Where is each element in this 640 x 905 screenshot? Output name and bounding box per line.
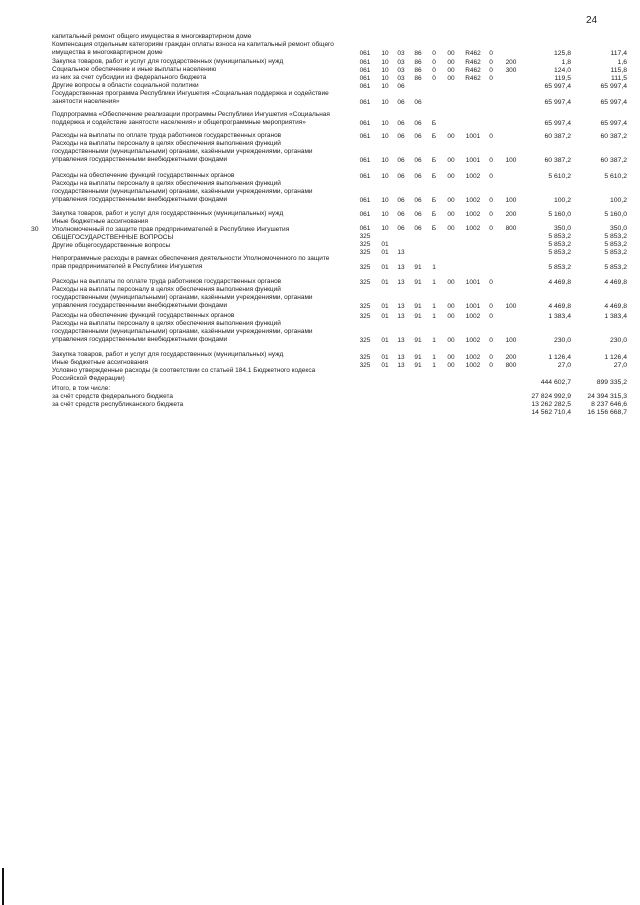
amount-column-2: 230,0 <box>609 337 627 344</box>
row-description-line: Расходы на выплаты по оплате труда работников государственных органов <box>52 132 282 139</box>
row-description-line: Расходы на выплаты персоналу в целях обеспечения выполнения функций <box>52 140 281 147</box>
code-main-event: 00 <box>447 157 455 164</box>
row-description-line: Расходы на выплаты персоналу в целях обеспечения выполнения функций <box>52 286 281 293</box>
code-program: 91 <box>414 362 422 369</box>
amount-column-2: 5 853,2 <box>604 241 627 248</box>
amount-column-1: 65 997,4 <box>544 120 571 127</box>
code-expense-type: 100 <box>505 337 517 344</box>
row-description-line: ОБЩЕГОСУДАРСТВЕННЫЕ ВОПРОСЫ <box>52 234 174 241</box>
amount-column-1: 1 126,4 <box>548 354 571 361</box>
code-main-event: 00 <box>447 303 455 310</box>
code-subprogram: Б <box>431 173 437 180</box>
code-program: 06 <box>414 211 422 218</box>
row-description-line: Условно утвержденные расходы (в соответствии со статьей 184.1 Бюджетного кодекса <box>52 367 316 374</box>
code-subprogram: Б <box>431 225 437 232</box>
code-main-event: 00 <box>447 354 455 361</box>
code-main-event: 00 <box>447 75 455 82</box>
code-main-event: 00 <box>447 362 455 369</box>
code-subsection: 06 <box>397 99 405 106</box>
code-subdirection: 0 <box>489 337 493 344</box>
code-program: 06 <box>414 173 422 180</box>
code-department: 061 <box>359 197 371 204</box>
code-program: 86 <box>414 59 422 66</box>
amount-column-2: 5 160,0 <box>604 211 627 218</box>
row-description-line: Расходы на выплаты персоналу в целях обеспечения выполнения функций <box>52 320 281 327</box>
code-department: 061 <box>359 50 371 57</box>
code-subprogram: 1 <box>432 303 436 310</box>
row-description-line: государственными (муниципальными) органами, казёнными учреждениями, органами <box>52 148 313 155</box>
code-subsection: 06 <box>397 157 405 164</box>
code-department: 061 <box>359 99 371 106</box>
row-description-line: Закупка товаров, работ и услуг для государственных (муниципальных) нужд <box>52 210 284 217</box>
row-description-line: государственными (муниципальными) органами, казёнными учреждениями, органами <box>52 294 313 301</box>
code-subdirection: 0 <box>489 157 493 164</box>
code-subprogram: 1 <box>432 279 436 286</box>
code-expense-type: 100 <box>505 303 517 310</box>
code-subdirection: 0 <box>489 133 493 140</box>
amount-column-1: 4 469,8 <box>548 279 571 286</box>
amount-column-1: 125,8 <box>553 50 571 57</box>
amount-column-2: 5 853,2 <box>604 233 627 240</box>
code-section: 10 <box>381 75 389 82</box>
amount-column-2: 100,2 <box>609 197 627 204</box>
code-subsection: 06 <box>397 225 405 232</box>
row-description-line: Иные бюджетные ассигнования <box>52 359 149 366</box>
code-main-event: 00 <box>447 67 455 74</box>
row-description-line: занятости населения» <box>52 98 120 105</box>
code-section: 01 <box>381 313 389 320</box>
code-department: 061 <box>359 173 371 180</box>
code-expense-type: 100 <box>505 197 517 204</box>
code-section: 10 <box>381 50 389 57</box>
row-description-line: Расходы на выплаты персоналу в целях обеспечения выполнения функций <box>52 180 281 187</box>
amount-column-2: 16 156 668,7 <box>587 409 627 416</box>
code-section: 10 <box>381 211 389 218</box>
code-direction: 1001 <box>465 279 481 286</box>
code-subsection: 13 <box>397 264 405 271</box>
code-main-event: 00 <box>447 337 455 344</box>
code-subsection: 13 <box>397 337 405 344</box>
code-direction: 1002 <box>465 354 481 361</box>
code-main-event: 00 <box>447 133 455 140</box>
code-section: 10 <box>381 173 389 180</box>
code-department: 325 <box>359 303 371 310</box>
row-description-line: Государственная программа Республики Ингушетия «Социальная поддержка и содействие <box>52 90 329 97</box>
code-department: 061 <box>359 133 371 140</box>
amount-column-1: 5 853,2 <box>548 264 571 271</box>
row-description-line: Итого, в том числе: <box>52 385 111 392</box>
code-department: 325 <box>359 279 371 286</box>
code-main-event: 00 <box>447 50 455 57</box>
code-subdirection: 0 <box>489 173 493 180</box>
amount-column-2: 65 997,4 <box>600 83 627 90</box>
code-department: 061 <box>359 211 371 218</box>
code-department: 061 <box>359 83 371 90</box>
row-description-line: Другие общегосударственные вопросы <box>52 242 171 249</box>
margin-row-number: 30 <box>31 226 39 233</box>
row-description-line: Уполномоченный по защите прав предпринимателей в Республике Ингушетия <box>52 226 290 233</box>
row-description-line: Другие вопросы в области социальной политики <box>52 82 199 89</box>
amount-column-1: 4 469,8 <box>548 303 571 310</box>
amount-column-2: 8 237 646,6 <box>591 401 627 408</box>
row-description-line: управления государственными внебюджетными фондами <box>52 196 228 203</box>
amount-column-2: 24 394 315,3 <box>587 393 627 400</box>
code-program: 06 <box>414 99 422 106</box>
amount-column-1: 14 562 710,4 <box>531 409 571 416</box>
code-direction: R462 <box>465 67 481 74</box>
code-program: 91 <box>414 313 422 320</box>
amount-column-2: 1 126,4 <box>604 354 627 361</box>
code-subprogram: 1 <box>432 337 436 344</box>
row-description-line: Закупка товаров, работ и услуг для государственных (муниципальных) нужд <box>52 58 284 65</box>
code-direction: 1002 <box>465 337 481 344</box>
code-program: 91 <box>414 337 422 344</box>
code-section: 10 <box>381 83 389 90</box>
code-subsection: 06 <box>397 197 405 204</box>
amount-column-1: 230,0 <box>553 337 571 344</box>
code-main-event: 00 <box>447 313 455 320</box>
amount-column-1: 60 387,2 <box>544 157 571 164</box>
code-expense-type: 100 <box>505 157 517 164</box>
code-direction: 1002 <box>465 197 481 204</box>
code-expense-type: 200 <box>505 59 517 66</box>
code-expense-type: 800 <box>505 362 517 369</box>
amount-column-2: 5 610,2 <box>604 173 627 180</box>
code-program: 91 <box>414 303 422 310</box>
amount-column-1: 350,0 <box>553 225 571 232</box>
amount-column-1: 5 853,2 <box>548 249 571 256</box>
code-subprogram: 0 <box>432 67 436 74</box>
code-direction: 1002 <box>465 313 481 320</box>
amount-column-1: 27,0 <box>557 362 571 369</box>
amount-column-1: 100,2 <box>553 197 571 204</box>
row-description-line: из них за счет субсидии из федерального бюджета <box>52 74 207 81</box>
code-direction: R462 <box>465 59 481 66</box>
code-main-event: 00 <box>447 279 455 286</box>
code-direction: 1002 <box>465 211 481 218</box>
code-section: 01 <box>381 249 389 256</box>
code-program: 06 <box>414 197 422 204</box>
code-direction: R462 <box>465 75 481 82</box>
code-subdirection: 0 <box>489 75 493 82</box>
amount-column-2: 350,0 <box>609 225 627 232</box>
row-description-line: Компенсация отдельным категориям граждан оплаты взноса на капитальный ремонт общего <box>52 41 334 48</box>
code-subsection: 03 <box>397 67 405 74</box>
amount-column-2: 5 853,2 <box>604 249 627 256</box>
amount-column-1: 5 160,0 <box>548 211 571 218</box>
code-section: 01 <box>381 279 389 286</box>
row-description-line: управления государственными внебюджетными фондами <box>52 336 228 343</box>
code-subdirection: 0 <box>489 313 493 320</box>
code-department: 061 <box>359 225 371 232</box>
amount-column-1: 65 997,4 <box>544 99 571 106</box>
amount-column-2: 1 383,4 <box>604 313 627 320</box>
code-main-event: 00 <box>447 225 455 232</box>
amount-column-1: 27 824 992,9 <box>531 393 571 400</box>
code-subsection: 06 <box>397 133 405 140</box>
code-department: 325 <box>359 313 371 320</box>
amount-column-1: 1 383,4 <box>548 313 571 320</box>
code-subsection: 06 <box>397 211 405 218</box>
amount-column-2: 4 469,8 <box>604 279 627 286</box>
code-section: 01 <box>381 264 389 271</box>
code-direction: 1001 <box>465 157 481 164</box>
code-direction: 1002 <box>465 225 481 232</box>
code-program: 06 <box>414 157 422 164</box>
code-department: 325 <box>359 249 371 256</box>
code-program: 91 <box>414 279 422 286</box>
code-direction: R462 <box>465 50 481 57</box>
amount-column-2: 60 387,2 <box>600 133 627 140</box>
code-department: 061 <box>359 120 371 127</box>
code-subdirection: 0 <box>489 59 493 66</box>
row-description-line: Непрограммные расходы в рамках обеспечения деятельности Уполномоченного по защите <box>52 255 330 262</box>
code-subdirection: 0 <box>489 211 493 218</box>
amount-column-1: 1,8 <box>561 59 571 66</box>
row-description-line: за счёт средств республиканского бюджета <box>52 401 184 408</box>
page-number: 24 <box>586 15 598 26</box>
code-program: 91 <box>414 354 422 361</box>
code-subprogram: 1 <box>432 354 436 361</box>
code-section: 01 <box>381 362 389 369</box>
code-department: 325 <box>359 241 371 248</box>
amount-column-2: 4 469,8 <box>604 303 627 310</box>
code-subdirection: 0 <box>489 225 493 232</box>
code-department: 325 <box>359 233 371 240</box>
code-subprogram: Б <box>431 120 437 127</box>
amount-column-1: 5 853,2 <box>548 241 571 248</box>
code-subprogram: 1 <box>432 264 436 271</box>
row-description-line: за счёт средств федерального бюджета <box>52 393 173 400</box>
row-description-line: Иные бюджетные ассигнования <box>52 218 149 225</box>
code-subprogram: Б <box>431 133 437 140</box>
code-subdirection: 0 <box>489 303 493 310</box>
code-department: 325 <box>359 362 371 369</box>
code-department: 061 <box>359 157 371 164</box>
row-description-line: управления государственными внебюджетными фондами <box>52 156 228 163</box>
row-description-line: Российской Федерации) <box>52 375 125 382</box>
row-description-line: государственными (муниципальными) органами, казёнными учреждениями, органами <box>52 188 313 195</box>
amount-column-2: 65 997,4 <box>600 120 627 127</box>
code-department: 061 <box>359 67 371 74</box>
code-subsection: 03 <box>397 59 405 66</box>
code-subdirection: 0 <box>489 50 493 57</box>
amount-column-2: 117,4 <box>610 50 627 57</box>
code-subprogram: Б <box>431 157 437 164</box>
code-expense-type: 300 <box>505 67 517 74</box>
code-department: 325 <box>359 354 371 361</box>
amount-column-2: 111,5 <box>611 75 627 82</box>
code-section: 10 <box>381 133 389 140</box>
amount-column-2: 5 853,2 <box>604 264 627 271</box>
amount-column-1: 13 262 282,5 <box>531 401 571 408</box>
code-subprogram: 1 <box>432 362 436 369</box>
code-department: 325 <box>359 337 371 344</box>
code-main-event: 00 <box>447 197 455 204</box>
code-expense-type: 200 <box>505 211 517 218</box>
row-description-line: имущества в многоквартирном доме <box>52 49 163 56</box>
code-program: 06 <box>414 120 422 127</box>
code-direction: 1002 <box>465 362 481 369</box>
row-description-line: государственными (муниципальными) органами, казёнными учреждениями, органами <box>52 328 313 335</box>
row-description-line: прав предпринимателей в Республике Ингушетия <box>52 263 203 270</box>
code-section: 01 <box>381 241 389 248</box>
code-expense-type: 200 <box>505 354 517 361</box>
code-section: 10 <box>381 157 389 164</box>
code-subsection: 06 <box>397 83 405 90</box>
amount-column-1: 5 853,2 <box>548 233 571 240</box>
row-description-line: управления государственными внебюджетными фондами <box>52 302 228 309</box>
code-program: 86 <box>414 67 422 74</box>
code-department: 061 <box>359 75 371 82</box>
code-subdirection: 0 <box>489 362 493 369</box>
code-subsection: 13 <box>397 354 405 361</box>
code-subsection: 13 <box>397 303 405 310</box>
code-subprogram: 0 <box>432 75 436 82</box>
amount-column-1: 60 387,2 <box>544 133 571 140</box>
code-subdirection: 0 <box>489 354 493 361</box>
code-main-event: 00 <box>447 59 455 66</box>
code-subprogram: Б <box>431 197 437 204</box>
scan-edge-mark <box>2 868 4 905</box>
amount-column-1: 65 997,4 <box>544 83 571 90</box>
code-section: 10 <box>381 59 389 66</box>
row-description-line: Социальное обеспечение и иные выплаты населению <box>52 66 217 73</box>
code-subdirection: 0 <box>489 279 493 286</box>
code-subsection: 13 <box>397 313 405 320</box>
code-section: 10 <box>381 225 389 232</box>
code-section: 01 <box>381 303 389 310</box>
row-description-line: поддержка и содействие занятости населения» и общепрограммные мероприятия» <box>52 119 306 126</box>
code-section: 10 <box>381 67 389 74</box>
code-main-event: 00 <box>447 211 455 218</box>
code-subprogram: 0 <box>432 59 436 66</box>
code-subdirection: 0 <box>489 67 493 74</box>
code-program: 91 <box>414 264 422 271</box>
code-section: 10 <box>381 99 389 106</box>
row-description-line: Закупка товаров, работ и услуг для государственных (муниципальных) нужд <box>52 351 284 358</box>
code-section: 01 <box>381 354 389 361</box>
code-subsection: 06 <box>397 120 405 127</box>
row-description-line: капитальный ремонт общего имущества в многоквартирном доме <box>52 33 252 40</box>
amount-column-2: 65 997,4 <box>600 99 627 106</box>
code-section: 10 <box>381 197 389 204</box>
amount-column-1: 124,0 <box>553 67 571 74</box>
amount-column-1: 444 602,7 <box>540 379 571 386</box>
code-subprogram: 1 <box>432 313 436 320</box>
code-direction: 1002 <box>465 173 481 180</box>
code-subprogram: 0 <box>432 50 436 57</box>
code-program: 06 <box>414 133 422 140</box>
code-program: 06 <box>414 225 422 232</box>
code-subsection: 13 <box>397 249 405 256</box>
code-section: 01 <box>381 337 389 344</box>
code-department: 061 <box>359 59 371 66</box>
code-main-event: 00 <box>447 173 455 180</box>
row-description-line: Расходы на выплаты по оплате труда работников государственных органов <box>52 278 282 285</box>
amount-column-2: 60 387,2 <box>600 157 627 164</box>
code-section: 10 <box>381 120 389 127</box>
amount-column-2: 1,6 <box>617 59 627 66</box>
amount-column-1: 5 610,2 <box>548 173 571 180</box>
code-subsection: 03 <box>397 75 405 82</box>
code-direction: 1001 <box>465 133 481 140</box>
code-program: 86 <box>414 50 422 57</box>
code-subsection: 13 <box>397 279 405 286</box>
row-description-line: Расходы на обеспечение функций государственных органов <box>52 312 235 319</box>
amount-column-2: 115,8 <box>610 67 627 74</box>
amount-column-1: 119,5 <box>554 75 571 82</box>
code-subdirection: 0 <box>489 197 493 204</box>
amount-column-2: 27,0 <box>613 362 627 369</box>
row-description-line: Расходы на обеспечение функций государственных органов <box>52 172 235 179</box>
amount-column-2: 899 335,2 <box>596 379 627 386</box>
code-expense-type: 800 <box>505 225 517 232</box>
code-subsection: 03 <box>397 50 405 57</box>
code-direction: 1001 <box>465 303 481 310</box>
code-subsection: 06 <box>397 173 405 180</box>
code-subsection: 13 <box>397 362 405 369</box>
code-program: 86 <box>414 75 422 82</box>
code-department: 325 <box>359 264 371 271</box>
code-subprogram: Б <box>431 211 437 218</box>
row-description-line: Подпрограмма «Обеспечение реализации программы Республики Ингушетия «Социальная <box>52 111 330 118</box>
